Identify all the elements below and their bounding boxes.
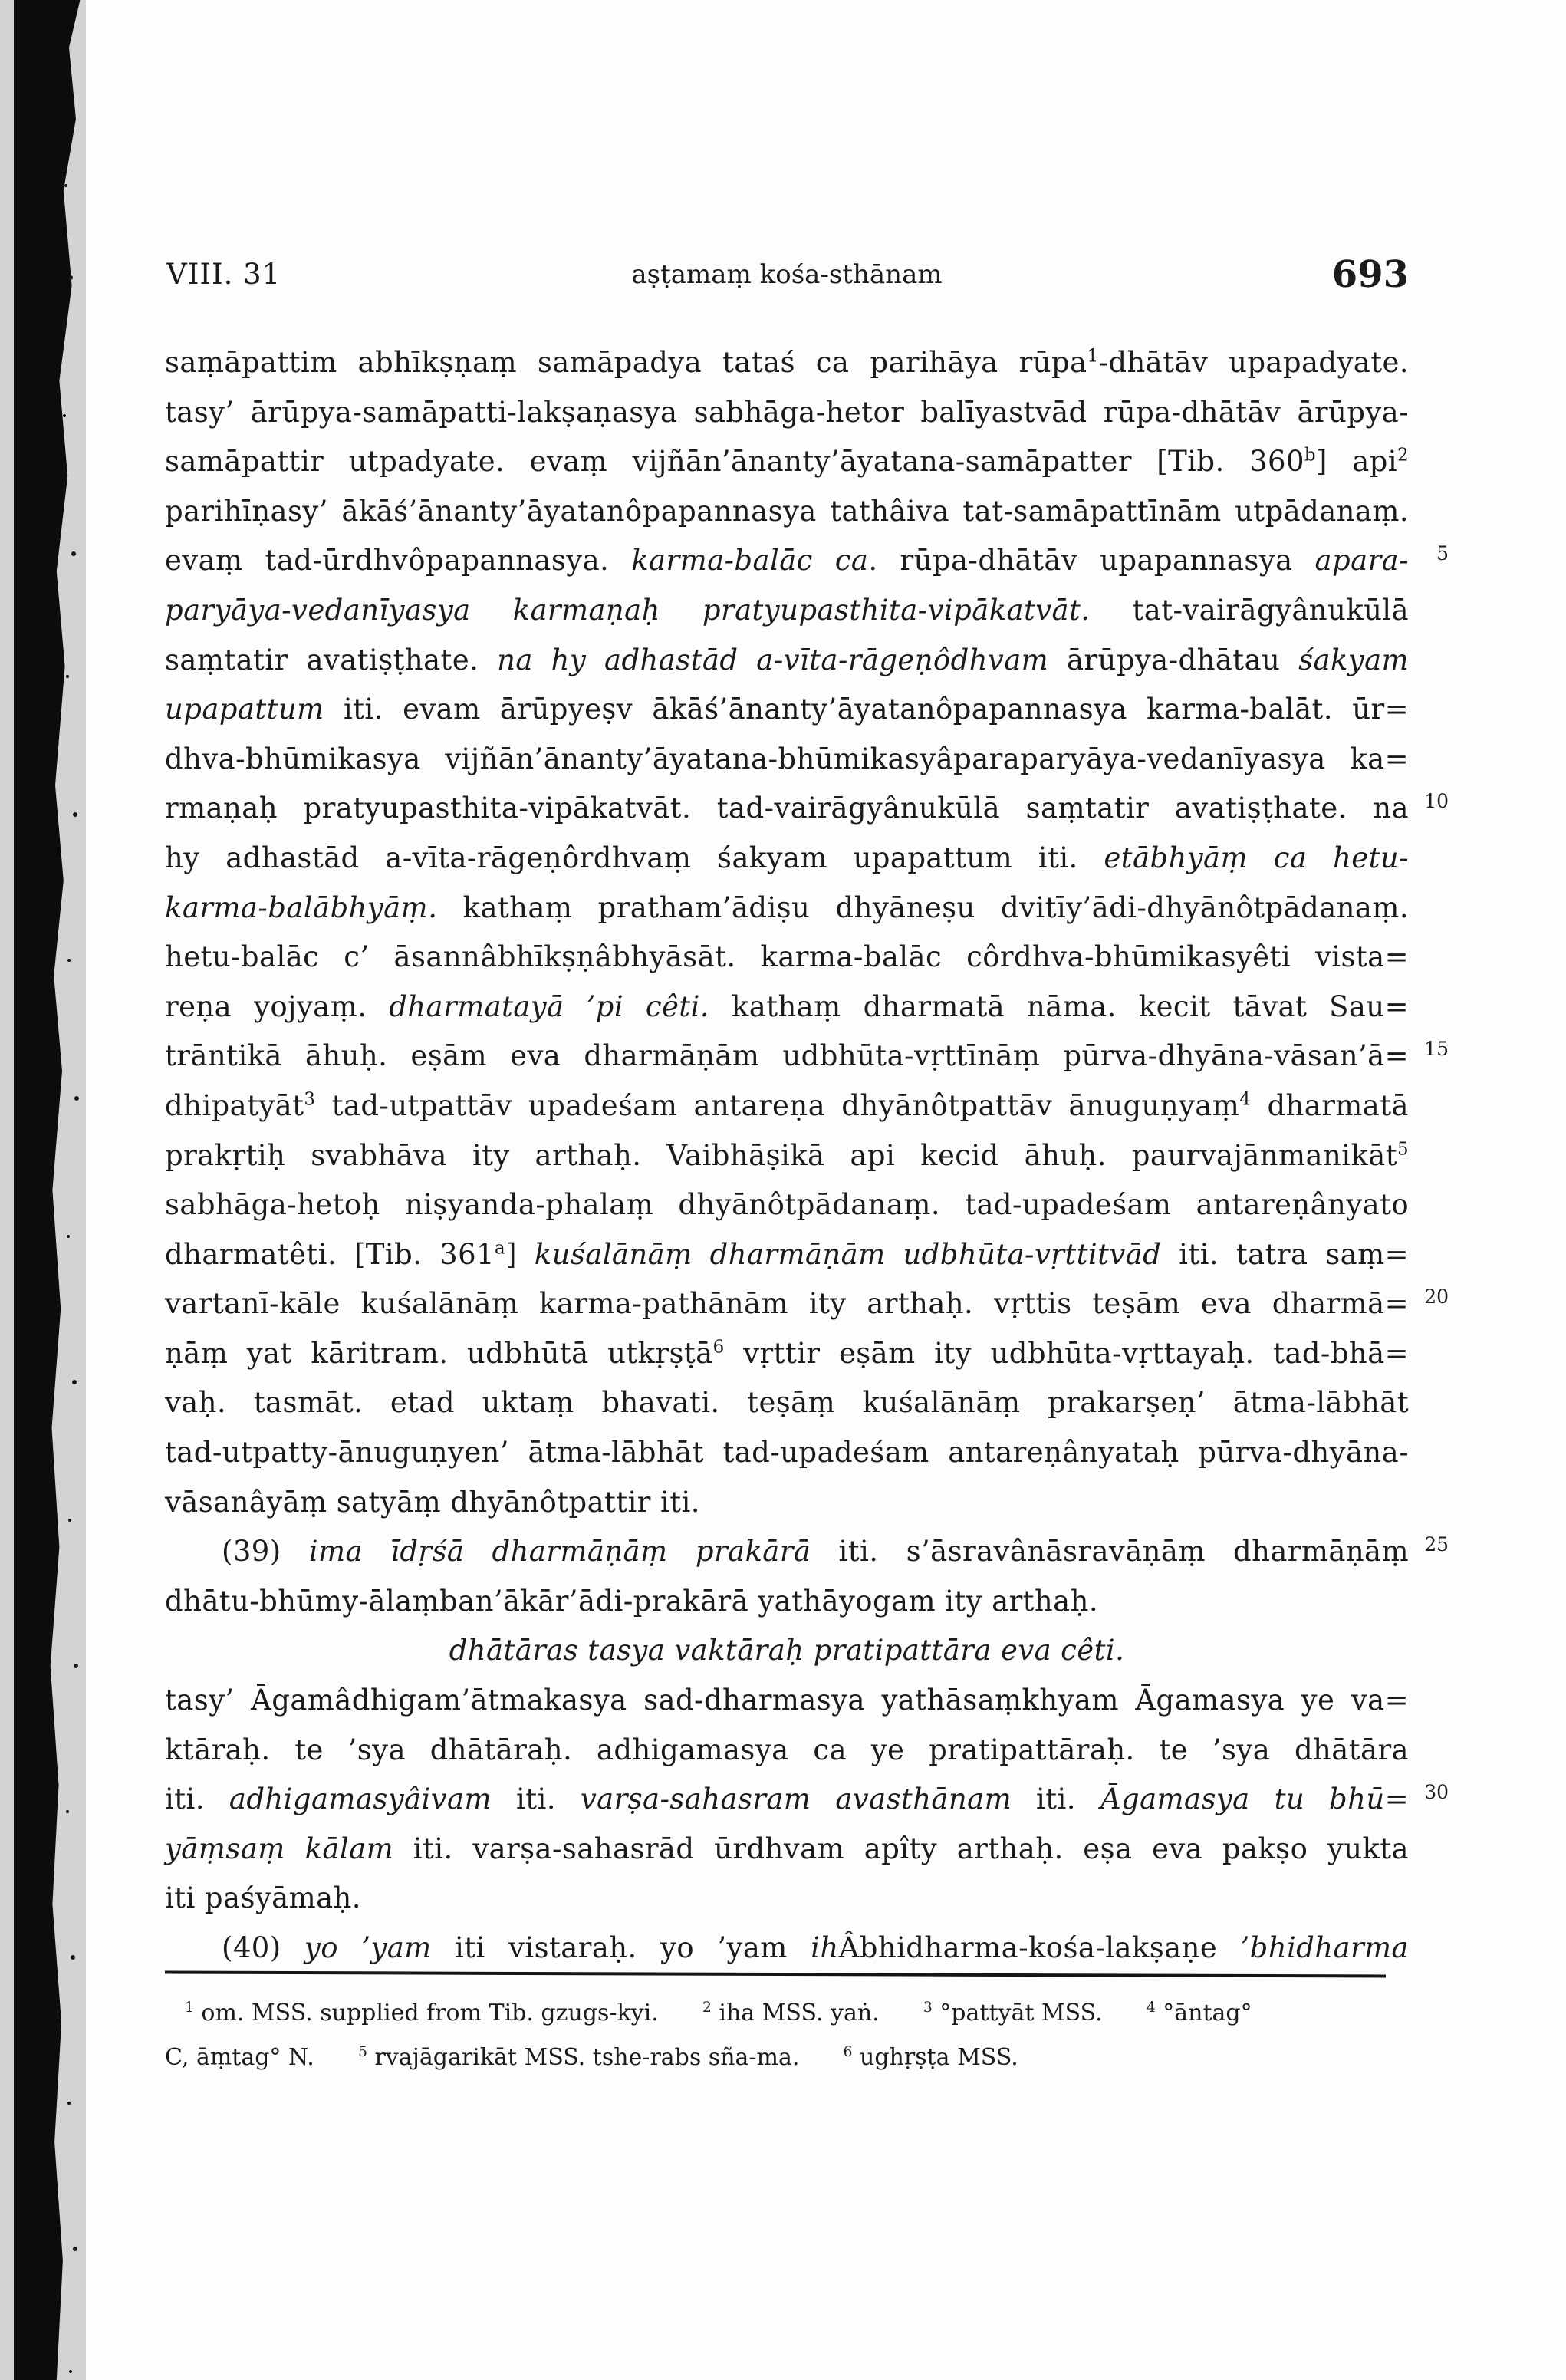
body-line — [165, 834, 1409, 884]
text-segment: -dhātāv upapadyate. — [1098, 346, 1409, 379]
body-line — [165, 1032, 1449, 1081]
text-segment: ughṛṣṭa MSS. — [852, 2044, 1018, 2071]
body-line — [165, 437, 1409, 487]
text-segment: hetu-balāc c’ āsannâbhīkṣṇâbhyāsāt. karma-balāc côrdhva-bhūmikasyêti vista= — [165, 940, 1409, 974]
scan-noise-speckles — [64, 184, 67, 187]
text-segment: kuśalānāṃ dharmāṇām udbhūta-vṛttitvād — [534, 1237, 1162, 1271]
text-segment: dhipatyāt — [165, 1088, 304, 1122]
text-segment: dharmatêti. [Tib. 361 — [165, 1237, 495, 1271]
text-segment: iti paśyāmaḥ. — [165, 1881, 361, 1915]
text-segment: iti vistaraḥ. yo ’yam — [431, 1931, 811, 1964]
text-segment: karma-balābhyāṃ. — [165, 890, 438, 924]
body-line — [165, 1676, 1409, 1726]
body-line — [165, 1279, 1449, 1329]
text-segment: (40) — [222, 1931, 304, 1964]
text-segment: vaḥ. tasmāt. etad uktaṃ bhavati. teṣāṃ kuśalānāṃ prakarṣeṇ’ ātma-lābhāt — [165, 1386, 1409, 1420]
body-line — [165, 1874, 1409, 1924]
text-segment: tad-utpattāv upadeśam antareṇa dhyānôtpattāv ānuguṇyaṃ — [315, 1088, 1240, 1122]
text-segment: ’bhidharma — [1240, 1931, 1409, 1964]
body-line — [165, 1825, 1409, 1875]
superscript-note-ref: 4 — [1239, 1089, 1252, 1110]
body-line — [165, 933, 1409, 983]
text-segment: ṇāṃ yat kāritram. udbhūtā utkṛṣṭā — [165, 1336, 713, 1370]
body-line — [165, 1527, 1449, 1577]
text-segment: iti. evam ārūpyeṣv ākāś’ānanty’āyatanôpapannasya karma-balāt. ūr= — [324, 693, 1409, 726]
text-segment: samāpattir utpadyate. evaṃ vijñān’ānanty’āyatana-samāpatter [Tib. 360 — [165, 445, 1304, 479]
text-segment: tasy’ Āgamâdhigam’ātmakasya sad-dharmasya yathāsaṃkhyam Āgamasya ye va= — [165, 1684, 1409, 1717]
body-line — [165, 735, 1409, 785]
text-segment: saṃāpattim abhīkṣṇaṃ samāpadya tataś ca parihāya rūpa — [165, 346, 1087, 379]
text-segment: parihīṇasy’ ākāś’ānanty’āyatanôpapannasya tathâiva tat-samāpattīnām utpādanaṃ. — [165, 494, 1409, 528]
superscript-note-ref: 4 — [1146, 2000, 1156, 2016]
text-segment: kathaṃ dharmatā nāma. kecit tāvat Sau= — [709, 989, 1409, 1023]
superscript-note-ref: 1 — [1087, 346, 1099, 367]
text-segment: rmaṇaḥ pratyupasthita-vipākatvāt. tad-vairāgyânukūlā saṃtatir avatiṣṭhate. na — [165, 792, 1409, 825]
text-segment: °āntag° — [1155, 2000, 1252, 2026]
text-segment: sabhāga-hetoḥ niṣyanda-phalaṃ dhyānôtpādanaṃ. tad-upadeśam antareṇânyato — [165, 1188, 1409, 1222]
text-segment: ] — [505, 1237, 535, 1271]
text-segment: ktāraḥ. te ’sya dhātāraḥ. adhigamasya ca ye pratipattāraḥ. te ’sya dhātāra — [165, 1733, 1409, 1766]
body-line — [165, 487, 1409, 537]
body-line — [165, 685, 1409, 735]
body-line — [165, 1626, 1409, 1676]
text-segment: iha MSS. yaṅ. — [711, 2000, 923, 2026]
body-line — [165, 1230, 1409, 1280]
text-segment: iti. — [492, 1783, 581, 1816]
body-line — [165, 1775, 1449, 1825]
text-segment: apara- — [1314, 544, 1409, 578]
margin-line-number: 10 — [1424, 790, 1449, 813]
superscript-note-ref: 2 — [1397, 445, 1409, 466]
superscript-note-ref: 3 — [923, 2000, 933, 2016]
margin-line-number: 25 — [1424, 1533, 1449, 1556]
text-segment: iti. tatra saṃ= — [1161, 1237, 1410, 1271]
text-segment: karma-balāc ca — [631, 544, 869, 578]
chapter-verse-number: VIII. 31 — [166, 258, 281, 291]
text-segment: dharmatayā ’pi cêti. — [389, 989, 709, 1023]
superscript-note-ref: 6 — [712, 1337, 725, 1358]
text-segment: . rūpa-dhātāv upapannasya — [868, 544, 1315, 578]
superscript-note-ref: a — [495, 1238, 506, 1259]
body-line — [165, 1924, 1409, 1973]
text-segment: paryāya-vedanīyasya karmaṇaḥ pratyupasthita-vipākatvāt. — [165, 593, 1091, 627]
body-line — [165, 784, 1449, 834]
superscript-note-ref: b — [1304, 445, 1316, 466]
text-segment: C, āṃtag° N. — [165, 2044, 359, 2071]
text-segment: reṇa yojyaṃ. — [165, 989, 390, 1023]
body-line — [165, 1726, 1409, 1776]
text-segment: ih — [811, 1931, 839, 1964]
body-line — [165, 1131, 1409, 1181]
text-segment: dhātāras tasya vaktāraḥ pratipattāra eva cêti. — [449, 1634, 1125, 1667]
text-segment: upapattum — [165, 693, 324, 726]
superscript-note-ref: 5 — [358, 2044, 367, 2060]
body-line — [165, 338, 1409, 388]
text-segment: śakyam — [1298, 643, 1410, 676]
text-segment: iti. — [165, 1783, 229, 1816]
superscript-note-ref: 5 — [1397, 1139, 1409, 1160]
text-segment: saṃtatir avatiṣṭhate. — [165, 643, 498, 676]
body-line — [165, 586, 1409, 636]
body-line — [165, 636, 1409, 686]
body-line — [165, 1428, 1409, 1478]
text-segment: tat-vairāgyânukūlā — [1090, 593, 1409, 627]
footnote-line — [165, 2036, 1409, 2080]
superscript-note-ref: 6 — [843, 2044, 853, 2060]
text-segment: vartanī-kāle kuśalānāṃ karma-pathānām ity arthaḥ. vṛttis teṣām eva dharmā= — [165, 1287, 1409, 1321]
binding-shadow — [14, 0, 83, 2380]
body-line — [165, 1329, 1409, 1379]
text-segment: rvajāgarikāt MSS. tshe-rabs sña-ma. — [367, 2044, 844, 2071]
margin-line-number: 30 — [1424, 1781, 1449, 1804]
text-segment: etābhyāṃ ca hetu- — [1104, 841, 1409, 874]
text-segment: tad-utpatty-ānuguṇyen’ ātma-lābhāt tad-upadeśam antareṇânyataḥ pūrva-dhyāna- — [165, 1436, 1409, 1470]
body-line — [165, 983, 1409, 1032]
text-segment: ārūpya-dhātau — [1048, 643, 1299, 676]
text-segment: yāṃsaṃ kālam — [165, 1832, 394, 1865]
text-segment: trāntikā āhuḥ. eṣām eva dharmāṇām udbhūta-vṛttīnāṃ pūrva-dhyāna-vāsan’ā= — [165, 1039, 1409, 1073]
text-segment: vāsanâyāṃ satyāṃ dhyānôtpattir iti. — [165, 1485, 700, 1519]
text-segment: na hy adhastād a-vīta-rāgeṇôdhvam — [497, 643, 1049, 676]
body-line — [165, 1478, 1409, 1528]
body-line — [165, 1577, 1409, 1627]
text-segment: dharmatā — [1251, 1088, 1409, 1122]
text-segment: tasy’ ārūpya-samāpatti-lakṣaṇasya sabhāga-hetor balīyastvād rūpa-dhātāv ārūpya- — [165, 395, 1409, 429]
text-segment: evaṃ tad-ūrdhvôpapannasya. — [165, 544, 632, 578]
text-segment: prakṛtiḥ svabhāva ity arthaḥ. Vaibhāṣikā api kecid āhuḥ. paurvajānmanikāt — [165, 1138, 1397, 1172]
body-line — [165, 1180, 1409, 1230]
text-segment: ima īdṛśā dharmāṇāṃ prakārā — [308, 1535, 811, 1569]
superscript-note-ref: 2 — [702, 2000, 712, 2016]
text-segment: yo ’yam — [304, 1931, 432, 1964]
text-segment: varṣa-sahasram avasthānam — [580, 1783, 1012, 1816]
text-segment: (39) — [222, 1535, 309, 1569]
text-segment: adhigamasyâivam — [229, 1783, 492, 1816]
text-block — [165, 338, 1449, 1973]
text-segment: dhātu-bhūmy-ālaṃban’ākār’ādi-prakārā yathāyogam ity arthaḥ. — [165, 1584, 1099, 1618]
superscript-note-ref: 3 — [304, 1089, 316, 1110]
text-segment: dhva-bhūmikasya vijñān’ānanty’āyatana-bhūmikasyâparaparyāya-vedanīyasya ka= — [165, 742, 1409, 775]
text-segment: vṛttir eṣām ity udbhūta-vṛttayaḥ. tad-bhā= — [724, 1336, 1409, 1370]
text-segment: °pattyāt MSS. — [932, 2000, 1147, 2026]
text-segment: Âbhidharma-kośa-lakṣaṇe — [838, 1931, 1241, 1964]
page-number: 693 — [1331, 253, 1409, 296]
superscript-note-ref: 1 — [185, 2000, 194, 2016]
text-segment: ] api — [1315, 445, 1397, 479]
body-line — [165, 536, 1449, 586]
text-segment: iti. varṣa-sahasrād ūrdhvam apîty arthaḥ. eṣa eva pakṣo yukta — [393, 1832, 1409, 1865]
page-header — [165, 253, 1409, 299]
text-segment: iti. — [1012, 1783, 1100, 1816]
margin-line-number: 5 — [1436, 542, 1449, 565]
margin-line-number: 15 — [1424, 1038, 1449, 1061]
running-title: aṣṭamaṃ kośa-sthānam — [631, 259, 943, 290]
body-line — [165, 1081, 1409, 1131]
body-line — [165, 388, 1409, 438]
text-segment: iti. s’āsravânāsravāṇāṃ dharmāṇāṃ — [811, 1535, 1410, 1569]
text-segment: hy adhastād a-vīta-rāgeṇôrdhvaṃ śakyam upapattum iti. — [165, 841, 1104, 874]
footnote-line — [165, 1991, 1409, 2036]
margin-line-number: 20 — [1424, 1285, 1449, 1309]
body-line — [165, 1378, 1409, 1428]
text-segment: om. MSS. supplied from Tib. gzugs-kyi. — [193, 2000, 702, 2026]
body-line — [165, 884, 1409, 933]
footnotes — [165, 1991, 1409, 2080]
text-segment: Āgamasya tu bhū= — [1100, 1783, 1409, 1816]
text-segment: kathaṃ pratham’ādiṣu dhyāneṣu dvitīy’ādi-dhyānôtpādanaṃ. — [437, 890, 1409, 924]
